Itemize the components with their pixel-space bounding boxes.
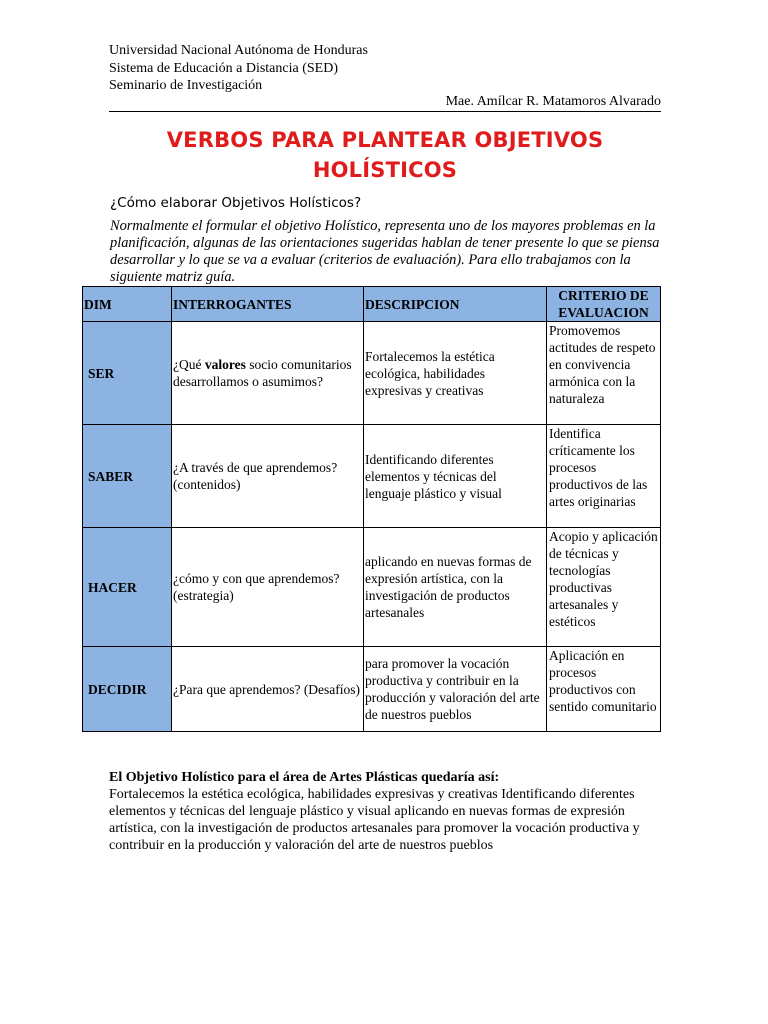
- criterion-cell: Aplicación en procesos productivos con sentido comunitario: [547, 647, 661, 732]
- table-row: [83, 647, 661, 732]
- dim-cell: HACER: [83, 528, 172, 647]
- criterion-cell: Promovemos actitudes de respeto en convivencia armónica con la naturaleza: [547, 322, 661, 425]
- dim-cell: SABER: [83, 425, 172, 528]
- question-cell: [172, 647, 364, 732]
- table-row: [83, 322, 661, 425]
- closing-heading: El Objetivo Holístico para el área de Artes Plásticas quedaría así:: [109, 770, 500, 785]
- description-cell: para promover la vocación productiva y contribuir en la producción y valoración del arte de nuestros pueblos: [364, 647, 547, 732]
- question-cell: [172, 425, 364, 528]
- closing-section: [109, 769, 669, 854]
- holistic-matrix-table: [82, 286, 661, 732]
- question-cell: [172, 322, 364, 425]
- question-text: ¿Para que aprendemos? (Desafíos): [173, 681, 361, 697]
- page-title: [110, 125, 660, 185]
- header-criterio: CRITERIO DE EVALUACION: [547, 287, 661, 322]
- description-cell: Identificando diferentes elementos y técnicas del lenguaje plástico y visual: [364, 425, 547, 528]
- question-emphasis: valores: [204, 357, 246, 372]
- dim-cell: DECIDIR: [83, 647, 172, 732]
- criterion-cell: Acopio y aplicación de técnicas y tecnologías productivas artesanales y estéticos: [547, 528, 661, 647]
- description-cell: aplicando en nuevas formas de expresión artística, con la investigación de productos artesanales: [364, 528, 547, 647]
- intro-paragraph: Normalmente el formular el objetivo Holístico, representa uno de los mayores problemas en la planificación, algunas de las orientaciones sugeridas hablan de tener presente lo que se piensa desarrollar y lo que se va a evaluar (criterios de evaluación). Para ello trabajamos con la siguiente matriz guía.: [110, 218, 660, 285]
- table-row: [83, 425, 661, 528]
- header-dim: DIM: [83, 287, 172, 322]
- question-cell: [172, 528, 364, 647]
- section-subtitle: ¿Cómo elaborar Objetivos Holísticos?: [110, 195, 362, 211]
- criterion-cell: Identifica críticamente los procesos productivos de las artes originarias: [547, 425, 661, 528]
- university-name: Universidad Nacional Autónoma de Honduras: [109, 43, 368, 58]
- closing-paragraph: Fortalecemos la estética ecológica, habilidades expresivas y creativas Identificando diferentes elementos y técnicas del lenguaje plástico y visual aplicando en nuevas formas de expresión artística, con la investigación de productos artesanales para promover la vocación productiva y contribuir en la producción y valoración del arte de nuestros pueblos: [109, 787, 640, 853]
- table-row: [83, 528, 661, 647]
- question-text: ¿cómo y con que aprendemos? (estrategia): [173, 571, 340, 603]
- system-name: Sistema de Educación a Distancia (SED): [109, 60, 338, 76]
- question-text: ¿A través de que aprendemos? (contenidos): [173, 460, 338, 492]
- header-descripcion: DESCRIPCION: [364, 287, 547, 322]
- seminar-name: Seminario de Investigación: [109, 78, 263, 93]
- question-text: ¿Qué: [173, 357, 205, 372]
- table-header-row: [83, 287, 661, 322]
- author-line: Mae. Amílcar R. Matamoros Alvarado: [109, 93, 661, 112]
- header-interrogantes: INTERROGANTES: [172, 287, 364, 322]
- dim-cell: SER: [83, 322, 172, 425]
- title-line-2: HOLÍSTICOS: [312, 158, 458, 182]
- description-cell: Fortalecemos la estética ecológica, habilidades expresivas y creativas: [364, 322, 547, 425]
- title-line-1: VERBOS PARA PLANTEAR OBJETIVOS: [166, 128, 604, 152]
- institution-header: [109, 42, 368, 95]
- question-text-rest: socio comunitarios desarrollamos o asumimos?: [173, 357, 352, 389]
